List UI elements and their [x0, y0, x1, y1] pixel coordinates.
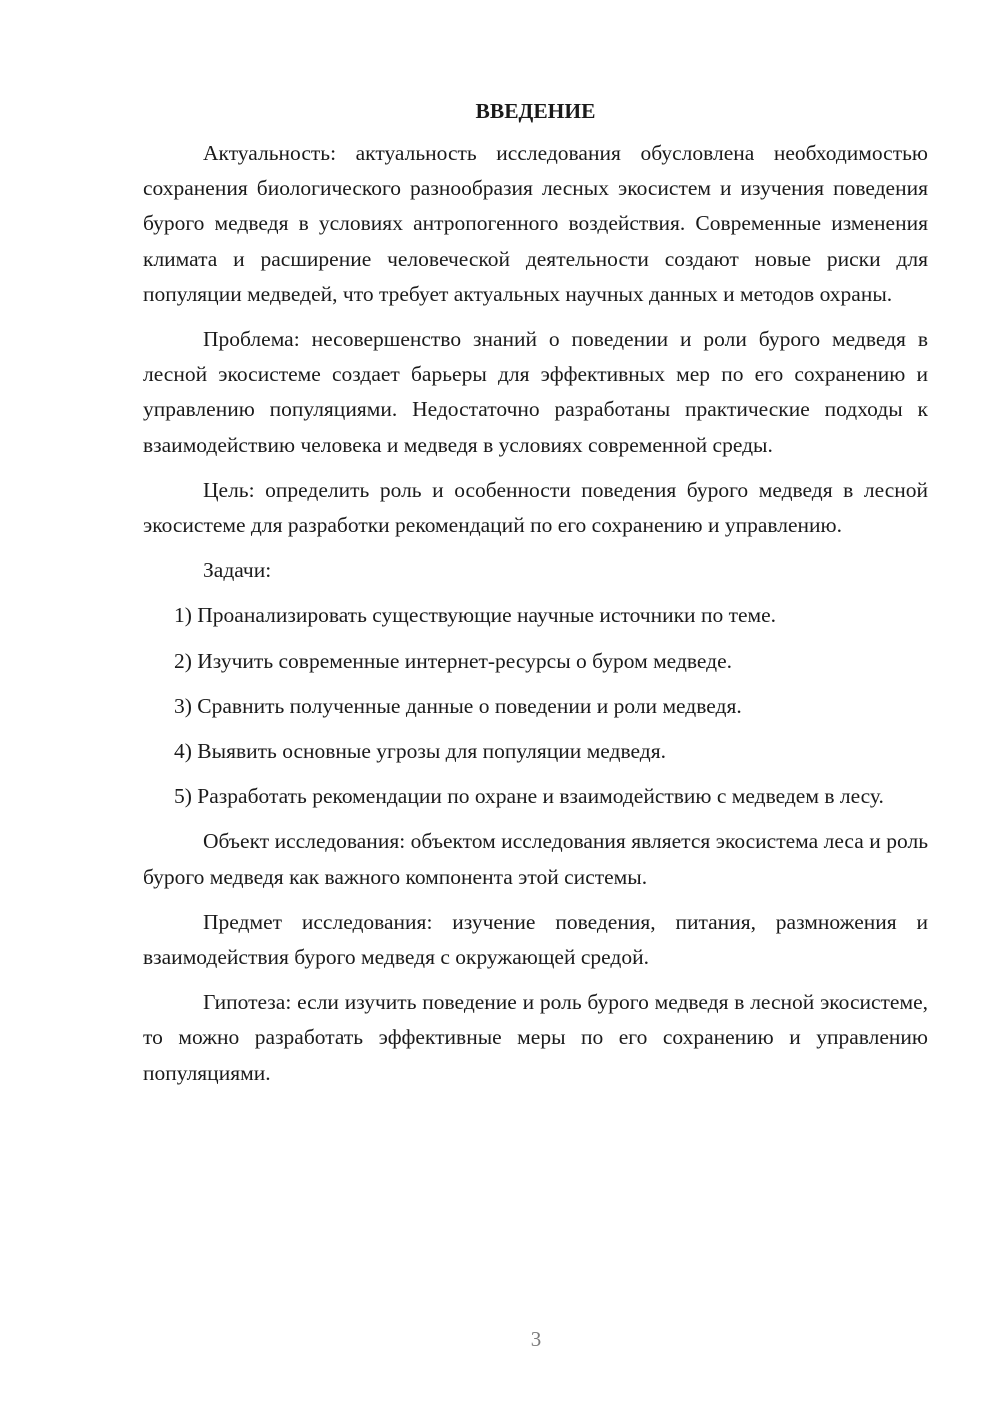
object-paragraph: Объект исследования: объектом исследования является экосистема леса и роль бурого медведя как важного компонента этой системы.	[143, 829, 928, 889]
document-page	[143, 92, 928, 1101]
relevance-paragraph: Актуальность: актуальность исследования обусловлена необходимостью сохранения биологического разнообразия лесных экосистем и изучения поведения бурого медведя в условиях антропогенного воздействия. Современные изменения климата и расширение человеческой деятельности создают новые риски для популяции медведей, что требует актуальных научных данных и методов охраны.	[143, 141, 928, 306]
goal-paragraph: Цель: определить роль и особенности поведения бурого медведя в лесной экосистеме для разработки рекомендаций по его сохранению и управлению.	[143, 477, 928, 538]
hypothesis-paragraph: Гипотеза: если изучить поведение и роль бурого медведя в лесной экосистеме, то можно разработать эффективные меры по его сохранению и управлению популяциями.	[143, 990, 928, 1085]
task-item: 3) Сравнить полученные данные о поведении и роли медведя.	[174, 693, 742, 718]
task-item: 1) Проанализировать существующие научные источники по теме.	[174, 603, 777, 628]
task-item: 2) Изучить современные интернет-ресурсы о буром медведе.	[174, 648, 733, 673]
section-title: ВВЕДЕНИЕ	[475, 99, 596, 123]
task-item: 4) Выявить основные угрозы для популяции медведя.	[174, 739, 666, 764]
tasks-heading: Задачи:	[203, 558, 272, 583]
task-item: 5) Разработать рекомендации по охране и взаимодействию с медведем в лесу.	[174, 784, 884, 809]
subject-paragraph: Предмет исследования: изучение поведения, питания, размножения и взаимодействия бурого медведя с окружающей средой.	[143, 909, 928, 970]
page-number: 3	[530, 1327, 542, 1351]
problem-paragraph: Проблема: несовершенство знаний о поведении и роли бурого медведя в лесной экосистеме создает барьеры для эффективных мер по его сохранению и управлению популяциями. Недостаточно разработаны практические подходы к взаимодействию человека и медведя в условиях современной среды.	[143, 327, 928, 457]
